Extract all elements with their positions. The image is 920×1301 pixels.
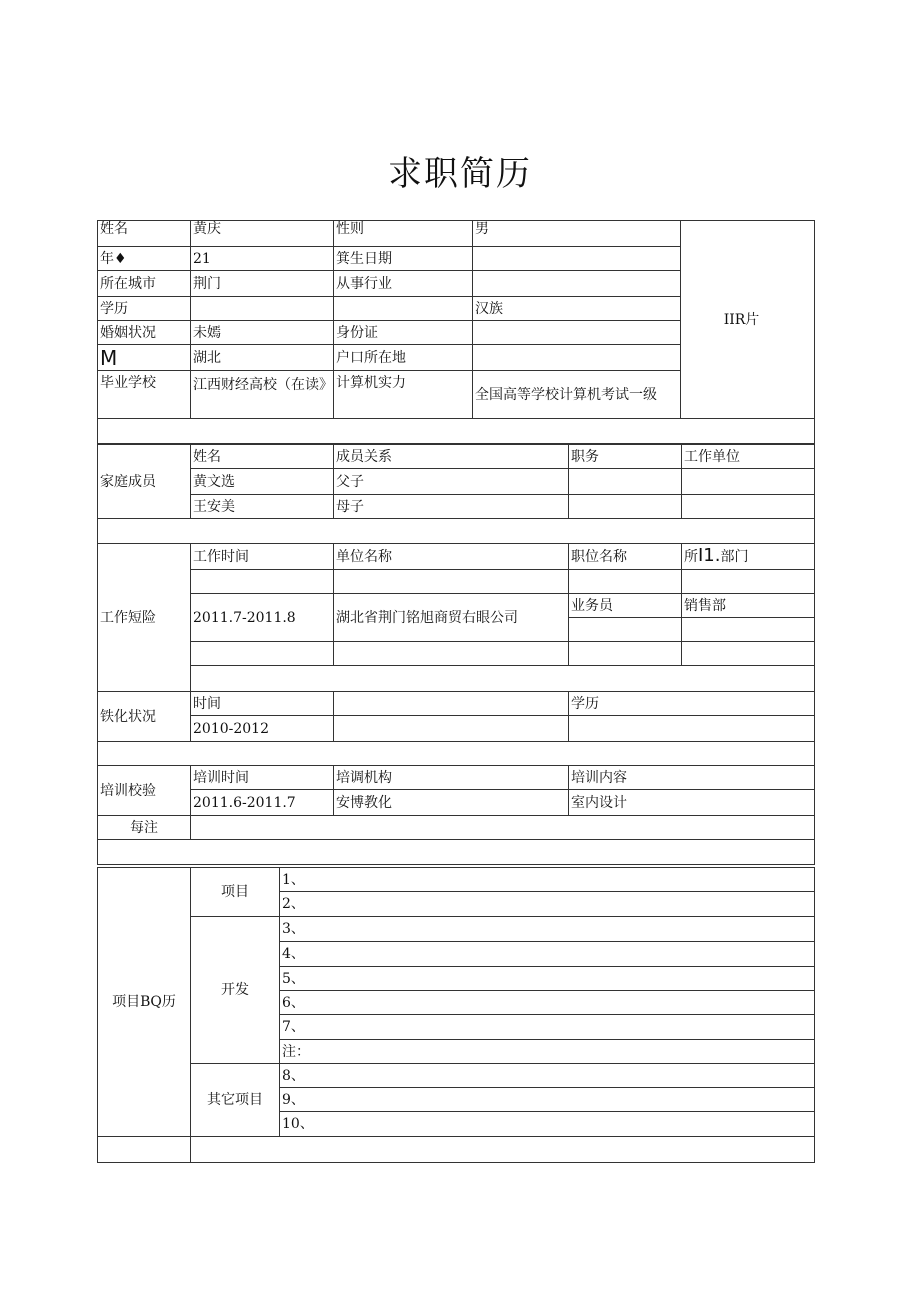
- photo-box: IIR片: [681, 221, 815, 419]
- spacer-row: [98, 742, 815, 766]
- training-content: 室内设计: [569, 790, 815, 816]
- age-label: 年♦: [98, 247, 191, 271]
- computer-value: 全国高等学校计算机考试一级: [473, 371, 681, 419]
- project-group-label: 开发: [191, 917, 280, 1064]
- footer-cell: [98, 1137, 191, 1163]
- work-cell: [334, 642, 569, 666]
- training-label: 培训校验: [98, 766, 191, 816]
- education-cell: [569, 716, 815, 742]
- work-cell: [191, 570, 334, 594]
- work-cell: [682, 642, 815, 666]
- work-header-department: 所I1.部门: [682, 544, 815, 570]
- family-member-name: 黄文选: [191, 469, 334, 495]
- projects-label: 项目BQ历: [98, 868, 191, 1137]
- project-item: 7、: [280, 1015, 815, 1040]
- family-label: 家庭成员: [98, 445, 191, 519]
- industry-value: [473, 271, 681, 297]
- training-header-content: 培训内容: [569, 766, 815, 790]
- education-cell: [334, 716, 569, 742]
- project-item: 6、: [280, 991, 815, 1015]
- hukou-value: [473, 345, 681, 371]
- marital-label: 婚姻状况: [98, 321, 191, 345]
- family-member-name: 王安美: [191, 495, 334, 519]
- work-header-company: 单位名称: [334, 544, 569, 570]
- industry-label: 从事行业: [334, 271, 473, 297]
- page-title: 求职简历: [388, 154, 532, 194]
- id-label: 身份证: [334, 321, 473, 345]
- work-cell: [569, 570, 682, 594]
- work-period: 2011.7-2011.8: [191, 594, 334, 642]
- education-label: 铁化状况: [98, 692, 191, 742]
- footer-cell: [191, 1137, 815, 1163]
- work-cell: [191, 642, 334, 666]
- work-company: 湖北省荆门铭旭商贸右眼公司: [334, 594, 569, 642]
- work-cell: [682, 570, 815, 594]
- basic-info-table: [97, 220, 815, 444]
- name-label: 姓名: [98, 221, 191, 247]
- work-cell: [334, 570, 569, 594]
- family-header-name: 姓名: [191, 445, 334, 469]
- family-member-employer: [682, 469, 815, 495]
- family-header-position: 职务: [569, 445, 682, 469]
- work-cell: [569, 618, 682, 642]
- project-item: 3、: [280, 917, 815, 942]
- training-header-time: 培训时间: [191, 766, 334, 790]
- work-cell: [569, 642, 682, 666]
- family-member-position: [569, 469, 682, 495]
- education-header-time: 时间: [191, 692, 334, 716]
- project-group-label: 其它项目: [191, 1064, 280, 1137]
- school-value: 江西财经高校（在读》: [191, 371, 334, 419]
- spacer-row: [191, 666, 815, 692]
- gender-label: 性则: [334, 221, 473, 247]
- computer-label: 计算机实力: [334, 371, 473, 419]
- details-table: [97, 444, 815, 865]
- work-department: 销售部: [682, 594, 815, 618]
- project-item: 5、: [280, 967, 815, 991]
- spacer-row: [98, 419, 815, 444]
- ethnic-value: 汉族: [473, 297, 681, 321]
- education-header-degree: 学历: [569, 692, 815, 716]
- ethnic-label: [334, 297, 473, 321]
- family-member-relation: 父子: [334, 469, 569, 495]
- education-period: 2010-2012: [191, 716, 334, 742]
- birth-value: [473, 247, 681, 271]
- native-place-value: 湖北: [191, 345, 334, 371]
- native-place-label: M: [98, 345, 191, 371]
- city-value: 荆门: [191, 271, 334, 297]
- spacer-row: [98, 840, 815, 865]
- school-label: 毕业学校: [98, 371, 191, 419]
- remarks-label: 每注: [98, 816, 191, 840]
- training-institution: 安博教化: [334, 790, 569, 816]
- hukou-label: 户口所在地: [334, 345, 473, 371]
- gender-value: 男: [473, 221, 681, 247]
- work-cell: [682, 618, 815, 642]
- project-group-label: 项目: [191, 868, 280, 917]
- project-item: 注：: [280, 1040, 815, 1064]
- training-header-institution: 培调机构: [334, 766, 569, 790]
- birth-label: 箕生日期: [334, 247, 473, 271]
- project-item: 9、: [280, 1088, 815, 1112]
- family-header-employer: 工作单位: [682, 445, 815, 469]
- training-period: 2011.6-2011.7: [191, 790, 334, 816]
- project-item: 2、: [280, 892, 815, 917]
- project-item: 8、: [280, 1064, 815, 1088]
- work-header-position: 职位名称: [569, 544, 682, 570]
- edu-value: [191, 297, 334, 321]
- age-value: 21: [191, 247, 334, 271]
- family-member-relation: 母子: [334, 495, 569, 519]
- project-item: 4、: [280, 942, 815, 967]
- work-header-time: 工作时间: [191, 544, 334, 570]
- project-item: 1、: [280, 868, 815, 892]
- marital-value: 未嫣: [191, 321, 334, 345]
- work-label: 工作短险: [98, 544, 191, 692]
- name-value: 黄庆: [191, 221, 334, 247]
- remarks-value: [191, 816, 815, 840]
- spacer-row: [98, 519, 815, 544]
- family-header-relation: 成员关系: [334, 445, 569, 469]
- project-item: 10、: [280, 1112, 815, 1137]
- projects-table: [97, 867, 815, 1163]
- education-header-blank: [334, 692, 569, 716]
- edu-label: 学历: [98, 297, 191, 321]
- family-member-employer: [682, 495, 815, 519]
- work-position: 业务员: [569, 594, 682, 618]
- id-value: [473, 321, 681, 345]
- family-member-position: [569, 495, 682, 519]
- city-label: 所在城市: [98, 271, 191, 297]
